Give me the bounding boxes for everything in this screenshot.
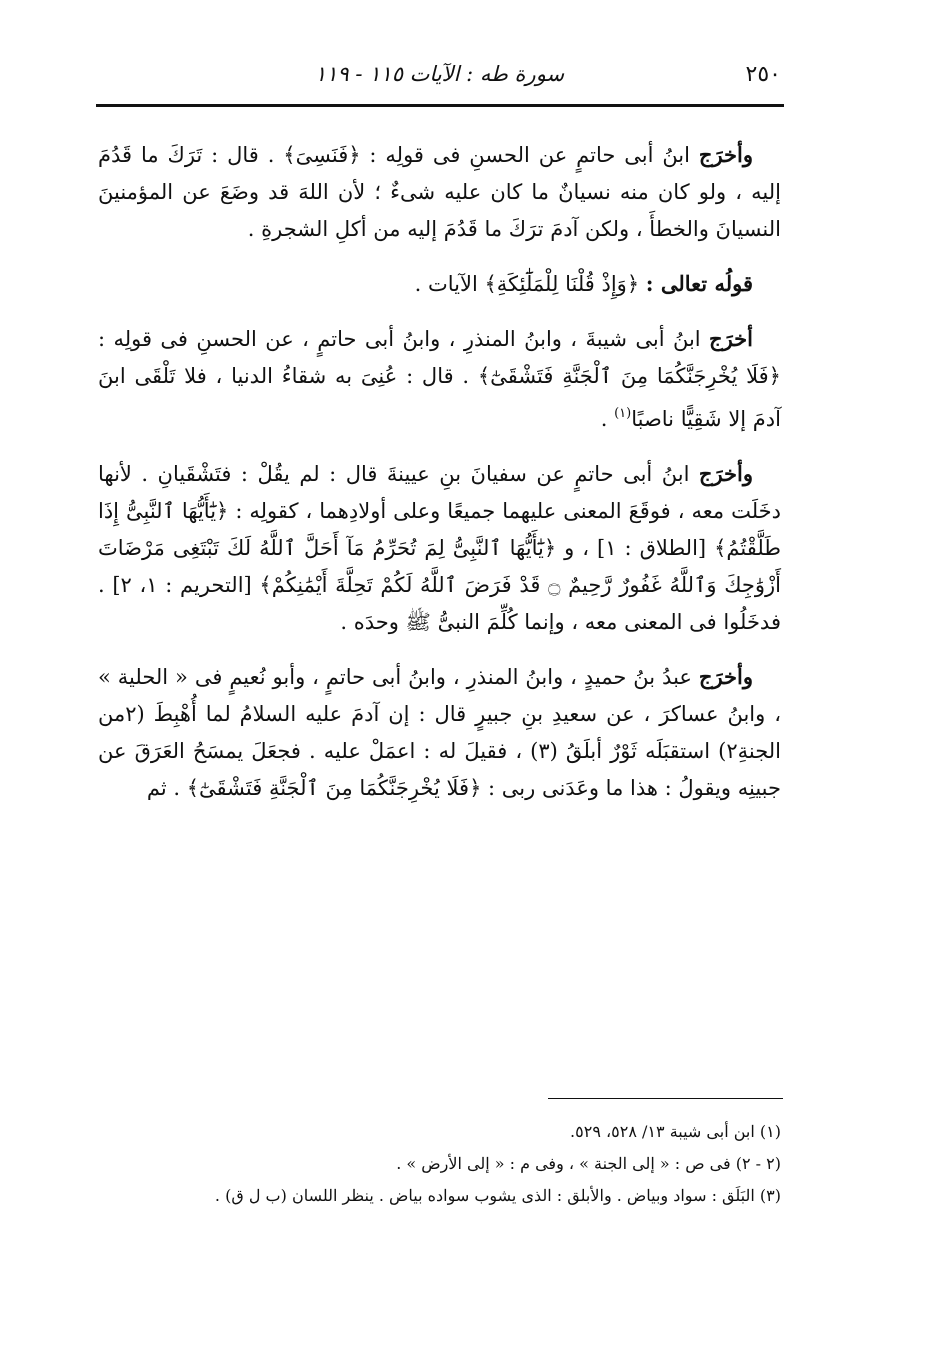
paragraph-text: عبدُ بنُ حميدٍ ، وابنُ المنذرِ ، وابنُ أبى حاتمٍ ، وأبو نُعيمٍ فى « الحلية » ، وابنُ عساكرَ ، عن سعيدِ بنِ جبيرٍ قال : إن آدمَ عليه السلامُ لما أُهْبِطَ (٢من الجنةِ٢) استقبَلَه ثَوْرٌ أبلَقُ (٣) ، فقيلَ له : اعمَلْ عليه . فجعَلَ يمسَحُ العَرَقَ عن جبينِه ويقولُ : هذا ما وعَدَنى ربى : ﴿فَلَا يُخْرِجَنَّكُمَا مِنَ ٱلْجَنَّةِ فَتَشْقَىٰٓ﴾ . ثم xyxy=(98,665,781,800)
page-number: ٢٥٠ xyxy=(745,62,781,87)
running-title: سورة طه : الآيات ١١٥ - ١١٩ xyxy=(314,62,565,86)
paragraph-lead: أخرَج xyxy=(709,326,753,351)
main-text xyxy=(98,136,781,824)
footnote-marker: (١) xyxy=(614,406,632,421)
paragraph-4 xyxy=(98,658,781,807)
footnote-1: (١) ابن أبى شيبة ١٣/ ٥٢٨، ٥٢٩. xyxy=(570,1122,781,1141)
page-header xyxy=(98,58,781,102)
section-heading-tail: الآيات . xyxy=(414,272,485,296)
paragraph-tail: . xyxy=(600,407,615,431)
section-heading-lead: قولُه تعالى : xyxy=(645,271,753,296)
paragraph-lead: وأخرَج xyxy=(698,461,753,486)
header-rule xyxy=(96,104,784,107)
footnote-2: (٢ - ٢) فى ص : « إلى الجنة » ، وفى م : « إلى الأرض » . xyxy=(396,1154,781,1173)
paragraph-text: ابنُ أبى حاتمٍ عن سفيانَ بنِ عيينةَ قال : لم يقُلْ : فتَشْقَيانِ . لأنها دخَلَت معه ، فوقَعَ المعنى عليهما جميعًا وعلى أولادِهما ، كقولِه : ﴿يَٰٓأَيُّهَا ٱلنَّبِىُّ إِذَا طَلَّقْتُمُ﴾ [الطلاق : ١] ، و ﴿يَٰٓأَيُّهَا ٱلنَّبِىُّ لِمَ تُحَرِّمُ مَآ أَحَلَّ ٱللَّهُ لَكَ تَبْتَغِى مَرْضَاتَ أَزْوَٰجِكَ وَٱللَّهُ غَفُورٌ رَّحِيمٌ ۝ قَدْ فَرَضَ ٱللَّهُ لَكُمْ تَحِلَّةَ أَيْمَٰنِكُمْ﴾ [التحريم : ١، ٢] . فدخَلُوا فى المعنى معه ، وإنما كُلِّمَ النبىُّ ﷺ وحدَه . xyxy=(98,462,782,634)
paragraph-lead: وأخرَج xyxy=(698,142,753,167)
paragraph-text: ابنُ أبى حاتمٍ عن الحسنِ فى قولِه : ﴿فَنَسِىَ﴾ . قال : تَرَكَ ما قَدُمَ إليه ، ولو كان منه نسيانٌ ما كان عليه شىءٌ ؛ لأن اللهَ قد وضَعَ عن المؤمنينَ النسيانَ والخطأَ ، ولكن آدمَ ترَكَ ما قَدُمَ إليه من أكلِ الشجرةِ . xyxy=(98,143,781,241)
footnote-rule xyxy=(548,1098,783,1099)
footnote-3: (٣) البَلَق : سواد وبياض . والأبلق : الذى يشوب سواده بياض . ينظر اللسان (ب ل ق) . xyxy=(214,1186,781,1205)
quran-verse: ﴿وَإِذْ قُلْنَا لِلْمَلَٰٓئِكَةِ﴾ xyxy=(484,272,646,296)
paragraph-2 xyxy=(98,320,781,438)
paragraph-lead: وأخرَج xyxy=(698,664,753,689)
paragraph-text: ابنُ أبى شيبةَ ، وابنُ المنذرِ ، وابنُ أبى حاتمٍ ، عن الحسنِ فى قولِه : ﴿فَلَا يُخْرِجَنَّكُمَا مِنَ ٱلْجَنَّةِ فَتَشْقَىٰٓ﴾ . قال : عُنِىَ به شقاءُ الدنيا ، فلا تَلْقَى ابنَ آدمَ إلا شَقِيًّا ناصبًا xyxy=(98,327,781,431)
paragraph-1 xyxy=(98,136,781,248)
paragraph-3 xyxy=(98,455,781,641)
section-heading xyxy=(98,265,781,303)
footnotes xyxy=(98,1116,781,1212)
